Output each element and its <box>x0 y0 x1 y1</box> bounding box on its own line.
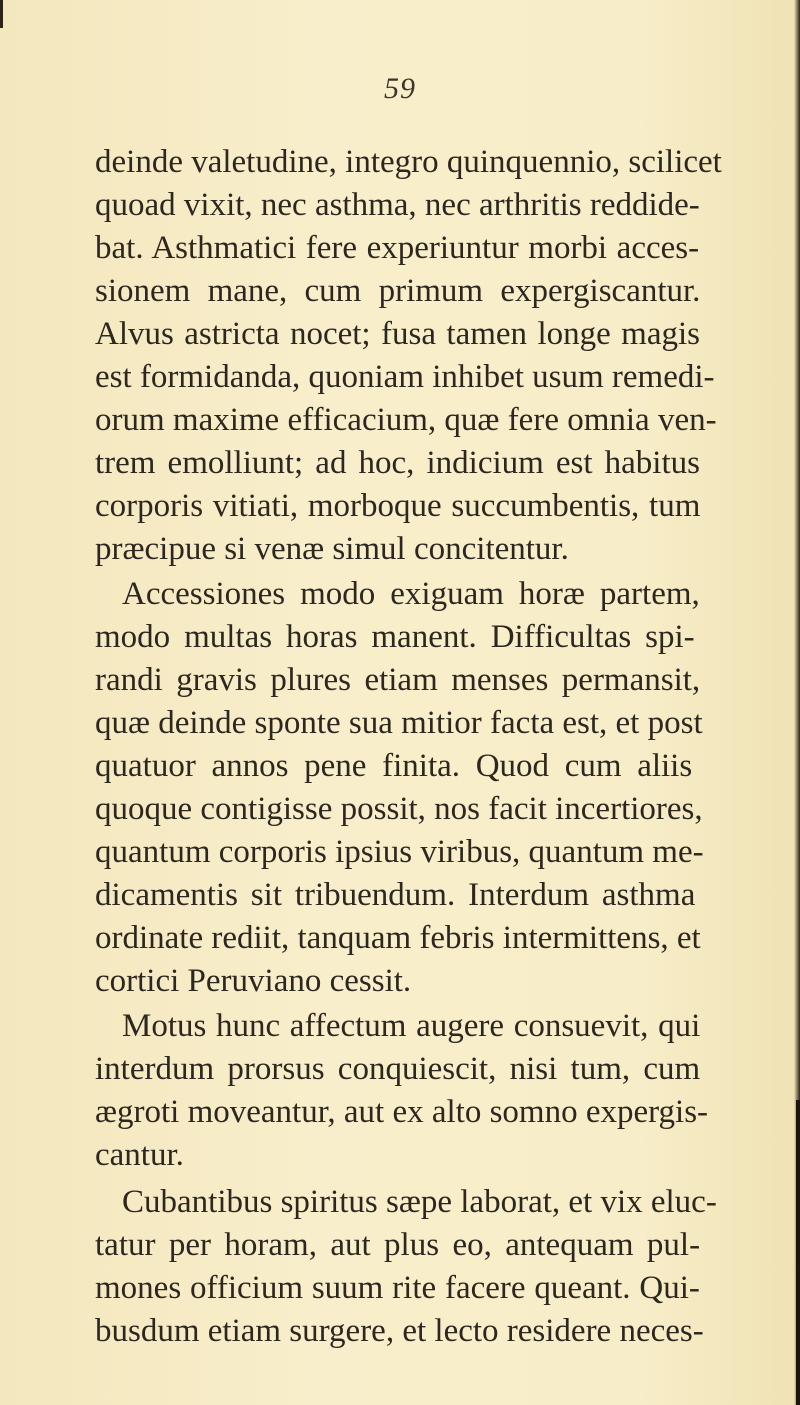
text-line: Cubantibus spiritus sæpe laborat, et vix eluc- <box>122 1184 717 1220</box>
text-line: Motus hunc affectum augere consuevit, qui <box>122 1008 701 1044</box>
text-line: dicamentis sit tribuendum. Interdum asthma <box>95 877 696 913</box>
text-line: cortici Peruviano cessit. <box>95 963 412 999</box>
text-line: est formidanda, quoniam inhibet usum remedi- <box>95 359 715 395</box>
text-line: trem emolliunt; ad hoc, indicium est habitus <box>95 445 700 481</box>
text-line: ægroti moveantur, aut ex alto somno expergis- <box>95 1094 709 1130</box>
text-line: cantur. <box>95 1137 184 1173</box>
text-line: præcipue si venæ simul concitentur. <box>95 531 569 567</box>
text-line: quantum corporis ipsius viribus, quantum me- <box>95 834 704 870</box>
text-line: modo multas horas manent. Difficultas spi- <box>95 619 695 655</box>
text-line: orum maxime efficacium, quæ fere omnia ven- <box>95 402 717 438</box>
text-line: quoque contigisse possit, nos facit incertiores, <box>95 791 703 827</box>
text-line: deinde valetudine, integro quinquennio, scilicet <box>95 144 722 180</box>
text-line: Alvus astricta nocet; fusa tamen longe magis <box>95 316 701 352</box>
page-edge-shadow-left <box>0 0 3 28</box>
text-line: mones officium suum rite facere queant. Qui- <box>95 1270 700 1306</box>
text-line: quæ deinde sponte sua mitior facta est, et post <box>95 705 703 741</box>
text-line: corporis vitiati, morboque succumbentis, tum <box>95 488 701 524</box>
text-line: bat. Asthmatici fere experiuntur morbi acces- <box>95 230 700 266</box>
text-line: quatuor annos pene finita. Quod cum aliis <box>95 748 693 784</box>
text-line: interdum prorsus conquiescit, nisi tum, cum <box>95 1051 701 1087</box>
text-line: quoad vixit, nec asthma, nec arthritis reddide- <box>95 187 700 223</box>
text-line: ordinate rediit, tanquam febris intermittens, et <box>95 920 701 956</box>
page-number: 59 <box>384 72 416 105</box>
text-line: tatur per horam, aut plus eo, antequam pul- <box>95 1227 701 1263</box>
page-edge-binding <box>796 1100 800 1405</box>
text-line: randi gravis plures etiam menses permansit, <box>95 662 701 698</box>
text-line: busdum etiam surgere, et lecto residere neces- <box>95 1313 704 1349</box>
text-line: Accessiones modo exiguam horæ partem, <box>122 576 700 612</box>
text-line: sionem mane, cum primum expergiscantur. <box>95 273 701 309</box>
